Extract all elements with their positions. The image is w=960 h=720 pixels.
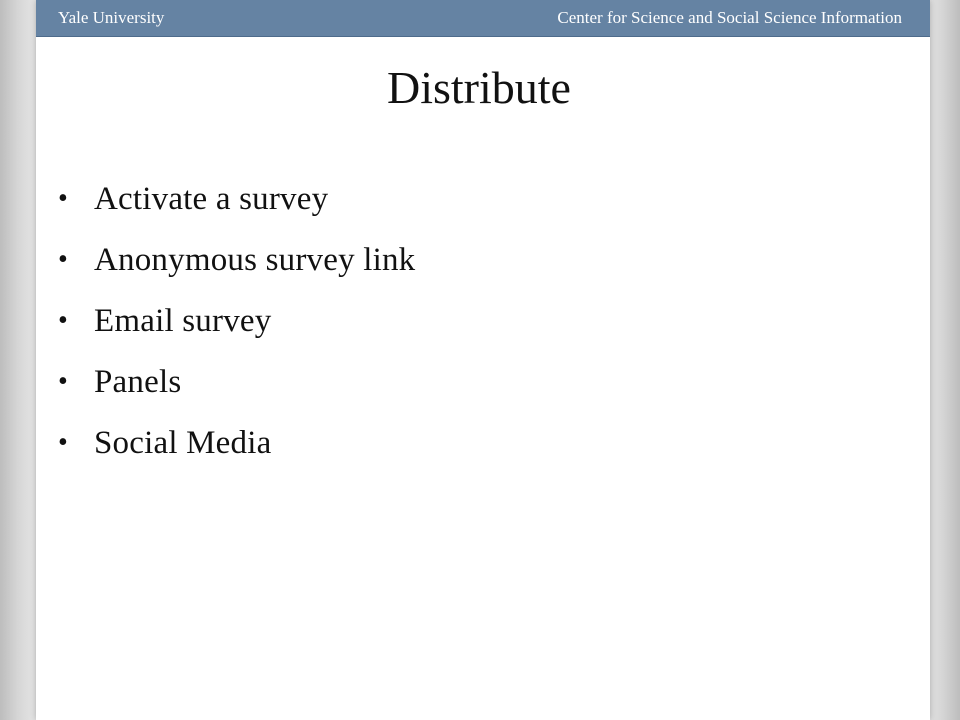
center-name: Center for Science and Social Science Information [557,8,902,27]
bullet-icon: • [58,183,68,214]
bullet-text: Anonymous survey link [94,242,416,278]
slide [36,0,930,720]
bullet-text: Panels [94,364,182,400]
header-banner [36,0,930,37]
bullet-text: Activate a survey [94,181,329,217]
bullet-icon: • [58,427,68,458]
slide-title: Distribute [387,62,571,113]
university-name: Yale University [58,8,165,27]
bullet-icon: • [58,305,68,336]
bullet-icon: • [58,366,68,397]
bullet-text: Email survey [94,303,272,339]
bullet-text: Social Media [94,425,272,461]
bullet-icon: • [58,244,68,275]
